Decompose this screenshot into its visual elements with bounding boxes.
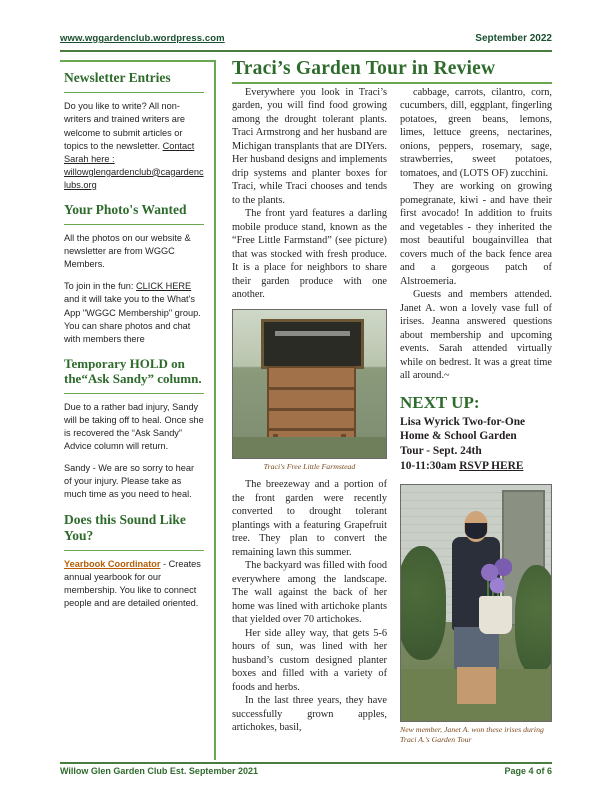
header-divider <box>60 50 552 52</box>
sidebar-section-volunteer-role <box>64 512 204 611</box>
sidebar-divider <box>64 550 204 551</box>
next-up-line-3: Tour - Sept. 24th <box>400 445 482 458</box>
sidebar-title: Your Photo's Wanted <box>64 201 187 217</box>
rsvp-here-link[interactable]: RSVP HERE <box>459 460 524 473</box>
headline-divider <box>232 82 552 84</box>
sidebar-divider <box>64 393 204 394</box>
paragraph: They are working on growing pomegranate, kiwi - and have their first avocado! In addition to fruits and vegetables - they inherited the most beautiful bougainvillea that covers much of the back fence area and a gorgeous patch of Alstroemeria. <box>400 181 552 287</box>
next-up-details <box>400 415 552 474</box>
sidebar-title: Does this Sound Like You? <box>64 511 186 543</box>
member-photo-wrapper <box>400 484 552 744</box>
contact-sarah-label[interactable]: Contact Sarah here : <box>64 140 195 164</box>
page-header <box>60 33 552 44</box>
iris-flowers <box>476 549 515 601</box>
ask-sandy-paragraph-2: Sandy - We are so sorry to hear of your injury. Please take as much time as you need to heal. <box>64 463 195 500</box>
sidebar-divider <box>64 224 204 225</box>
page-footer <box>60 766 552 776</box>
farmstand-photo-wrapper <box>232 309 387 472</box>
farmstand-caption: Traci's Free Little Farmstead <box>263 461 356 471</box>
click-here-link[interactable]: CLICK HERE <box>136 281 192 292</box>
next-up-label: NEXT UP: <box>400 392 480 412</box>
sidebar-body <box>64 558 204 610</box>
shrub-right <box>515 565 552 674</box>
article-body-right <box>400 86 552 383</box>
ask-sandy-paragraph-1: Due to a rather bad injury, Sandy will be taking off to heal. Once she is recovered the “Ask Sandy” Advice column will return. <box>64 402 204 452</box>
photos-wanted-text: All the photos on our website & newsletter are from WGGC Members. <box>64 233 191 270</box>
sidebar-title: Temporary HOLD on the“Ask Sandy” column. <box>64 355 202 387</box>
paragraph: Everywhere you look in Traci’s garden, you will find food growing among the drought tolerant plants. Traci Armstrong and her husband are Michigan transplants that are DIYers. Her husband designs and implements drip systems and planter boxes for Traci, while Traci chooses and tends to the plants. <box>232 87 387 206</box>
lawn <box>233 437 386 458</box>
sidebar-body <box>64 232 204 346</box>
paragraph: The backyard was filled with food everywhere among the landscape. The wall against the back of her home was lined with artichoke plants that yielded over 70 artichokes. <box>232 560 387 626</box>
sidebar-section-ask-sandy-hold <box>64 356 204 502</box>
footer-club-name: Willow Glen Garden Club Est. September 2021 <box>60 766 258 776</box>
footer-page-number: Page 4 of 6 <box>504 766 552 776</box>
sidebar-divider <box>64 92 204 93</box>
chalkboard-sign <box>261 319 365 369</box>
whatsapp-text: and it will take you to the What's App "WGGC Membership" group. You can share photos and chat with members there <box>64 294 201 344</box>
next-up-line-2: Home & School Garden <box>400 430 517 443</box>
member-photo <box>400 484 552 722</box>
shelf <box>269 408 355 411</box>
article-body-middle-top <box>232 86 387 302</box>
article-body-middle-bottom <box>232 478 387 734</box>
sarah-email-link[interactable]: willowglengardenclub@cagardenclubs.org <box>64 166 204 190</box>
issue-date: September 2022 <box>475 33 552 44</box>
article-column-middle <box>232 86 387 735</box>
article-column-right <box>400 86 552 744</box>
paragraph: In the last three years, they have successfully grown apples, artichokes, basil, <box>232 695 387 734</box>
newsletter-entries-text: Do you like to write? All non-writers and trained writers are welcome to submit articles or topics to the newsletter. <box>64 101 186 151</box>
shelf <box>269 428 355 431</box>
paragraph: Guests and members attended. Janet A. won a lovely vase full of irises. Jeanna answered questions about membership and upcoming events. Sarah attended virtually while on bedrest. It was a great time all around.~ <box>400 289 552 382</box>
paragraph: cabbage, carrots, cilantro, corn, cucumbers, dill, eggplant, fingerling potatoes, green beans, lemons, limes, lettuce greens, nectarines, onions, peppers, rosemary, sage, strawberries, sweet potatoes, tomatoes, and (LOTS OF) zucchini. <box>400 87 552 179</box>
sidebar <box>60 60 216 760</box>
footer-divider <box>60 762 552 764</box>
paragraph: The breezeway and a portion of the front garden were recently converted to drought tolerant plantings with a featuring Grapefruit tree. They plan to convert the remaining lawn this summer. <box>232 479 387 558</box>
website-link[interactable]: www.wggardenclub.wordpress.com <box>60 33 225 44</box>
paragraph: Her side alley way, that gets 5-6 hours of sun, was lined with her husband’s custom designed planter boxes and filled with a variety of foods and herbs. <box>232 627 387 693</box>
next-up-line-4: 10-11:30am <box>400 460 457 473</box>
farmstand-photo <box>232 309 387 459</box>
sidebar-title: Newsletter Entries <box>64 70 171 85</box>
paragraph: The front yard features a darling mobile produce stand, known as the “Free Little Farmstand” (see picture) that was stocked with fresh produce. It is a place for neighbors to share their garden produce with one another. <box>232 208 387 301</box>
sidebar-section-newsletter-entries <box>64 70 204 192</box>
sidebar-section-photos-wanted <box>64 202 204 346</box>
shrub-left <box>400 546 446 659</box>
shelf <box>269 387 355 390</box>
yearbook-coordinator-label: Yearbook Coordinator <box>64 559 161 570</box>
next-up-line-1: Lisa Wyrick Two-for-One <box>400 415 526 428</box>
flower-pot <box>479 596 512 634</box>
join-label: To join in the fun: <box>64 281 134 292</box>
sidebar-body <box>64 100 204 191</box>
sidebar-body <box>64 401 204 501</box>
yearbook-coordinator-description: - Creates annual yearbook for our membership. You like to connect people and are detailed oriented. <box>64 559 201 609</box>
article-headline: Traci’s Garden Tour in Review <box>232 58 496 79</box>
person-legs <box>457 667 496 705</box>
member-photo-caption: New member, Janet A. won these irises during Traci A.'s Garden Tour <box>400 724 544 744</box>
